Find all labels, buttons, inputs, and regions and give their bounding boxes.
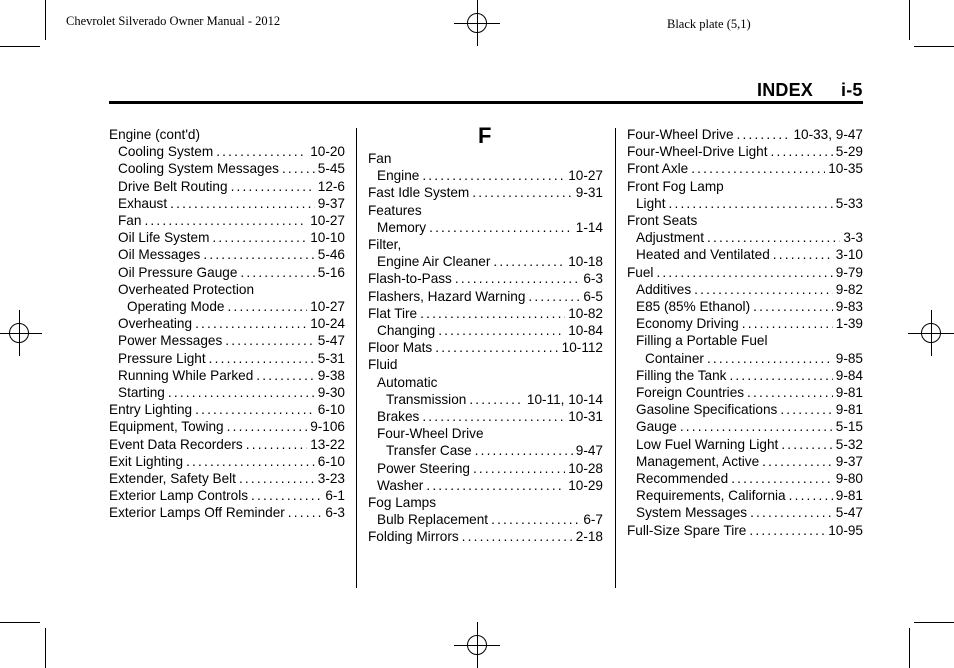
entry-pages: 9-81 <box>835 402 863 418</box>
leader-dots <box>707 350 833 367</box>
index-entry <box>368 339 603 356</box>
index-entry <box>627 470 863 487</box>
entry-label: Adjustment <box>636 230 705 246</box>
leader-dots <box>656 264 832 281</box>
entry-pages: 9-80 <box>835 471 863 487</box>
entry-label: Front Axle <box>627 161 689 177</box>
entry-label: Fan <box>118 213 142 229</box>
index-entry <box>368 425 603 442</box>
entry-label: Front Seats <box>627 213 698 229</box>
entry-label: Low Fuel Warning Light <box>636 436 779 452</box>
leader-dots <box>747 384 833 401</box>
entry-pages: 10-11, 10-14 <box>526 391 603 407</box>
column-divider <box>356 128 357 588</box>
leader-dots <box>694 281 833 298</box>
index-column-1 <box>109 126 345 522</box>
crop-mark <box>0 46 40 47</box>
entry-pages: 5-32 <box>835 436 863 452</box>
entry-pages: 10-27 <box>568 168 603 184</box>
index-entry <box>627 195 863 212</box>
index-entry <box>368 219 603 236</box>
entry-label: Exhaust <box>118 195 168 211</box>
registration-mark-right <box>916 318 946 348</box>
entry-label: Filling a Portable Fuel <box>636 333 768 349</box>
entry-pages: 10-20 <box>310 144 345 160</box>
leader-dots <box>528 288 580 305</box>
entry-label: System Messages <box>636 505 748 521</box>
entry-pages: 6-3 <box>583 271 603 287</box>
index-entry <box>368 391 603 408</box>
registration-mark-bottom <box>462 630 492 660</box>
index-entry <box>627 212 863 229</box>
leader-dots <box>186 453 315 470</box>
index-entry <box>109 401 345 418</box>
letter-heading: F <box>478 123 492 148</box>
leader-dots <box>753 298 833 315</box>
entry-label: Gasoline Specifications <box>636 402 778 418</box>
index-entry <box>109 195 345 212</box>
leader-dots <box>729 367 832 384</box>
index-entry <box>368 236 603 253</box>
index-entry <box>627 487 863 504</box>
entry-label: Economy Driving <box>636 316 739 332</box>
entry-label: Drive Belt Routing <box>118 178 228 194</box>
index-entry <box>368 322 603 339</box>
entry-label: Running While Parked <box>118 367 254 383</box>
leader-dots <box>469 391 524 408</box>
index-entry <box>109 367 345 384</box>
index-entry <box>109 246 345 263</box>
index-entry <box>368 202 603 219</box>
leader-dots <box>227 418 308 435</box>
leader-dots <box>749 522 825 539</box>
index-entry <box>627 332 863 349</box>
entry-pages: 9-30 <box>317 385 345 401</box>
entry-label: Brakes <box>377 409 420 425</box>
index-entry <box>109 160 345 177</box>
index-entry <box>368 460 603 477</box>
leader-dots <box>737 126 791 143</box>
crop-mark <box>45 628 46 668</box>
entry-label: Four-Wheel-Drive Light <box>627 144 768 160</box>
entry-pages: 9-81 <box>835 488 863 504</box>
entry-pages: 5-47 <box>317 333 345 349</box>
index-entry <box>627 522 863 539</box>
leader-dots <box>168 384 315 401</box>
index-entry <box>368 288 603 305</box>
entry-label: Fog Lamps <box>368 495 437 511</box>
entry-pages: 3-10 <box>835 247 863 263</box>
entry-pages: 10-29 <box>568 477 603 493</box>
index-entry <box>109 332 345 349</box>
entry-label: Foreign Countries <box>636 385 745 401</box>
entry-pages: 5-45 <box>317 161 345 177</box>
entry-label: Exterior Lamps Off Reminder <box>109 505 285 521</box>
entry-label: Transfer Case <box>386 443 472 459</box>
entry-pages: 5-31 <box>317 350 345 366</box>
leader-dots <box>789 487 833 504</box>
entry-label: Front Fog Lamp <box>627 178 724 194</box>
index-entry <box>627 367 863 384</box>
entry-pages: 10-27 <box>310 213 345 229</box>
entry-label: Additives <box>636 281 692 297</box>
registration-mark-left <box>4 318 34 348</box>
entry-label: Gauge <box>636 419 677 435</box>
entry-pages: 10-27 <box>310 299 345 315</box>
entry-label: Container <box>645 350 704 366</box>
leader-dots <box>212 229 307 246</box>
index-entry <box>627 298 863 315</box>
entry-label: Cooling System <box>118 144 214 160</box>
index-entry <box>109 487 345 504</box>
entry-label: Flash-to-Pass <box>368 271 452 287</box>
entry-label: Washer <box>377 477 424 493</box>
entry-label: Engine Air Cleaner <box>377 254 491 270</box>
leader-dots <box>707 229 840 246</box>
entry-pages: 1-39 <box>835 316 863 332</box>
entry-label: Fuel <box>627 264 654 280</box>
index-entry <box>368 167 603 184</box>
index-entry <box>368 150 603 167</box>
entry-label: Equipment, Towing <box>109 419 224 435</box>
entry-pages: 9-37 <box>835 453 863 469</box>
leader-dots <box>195 315 307 332</box>
entry-pages: 9-31 <box>575 185 603 201</box>
entry-label: Bulb Replacement <box>377 512 489 528</box>
entry-label: Folding Mirrors <box>368 529 459 545</box>
index-entry <box>109 229 345 246</box>
index-entry <box>109 436 345 453</box>
entry-pages: 3-3 <box>843 230 863 246</box>
index-entry <box>627 126 863 143</box>
index-entry <box>109 504 345 521</box>
entry-pages: 6-10 <box>317 453 345 469</box>
leader-dots <box>742 315 833 332</box>
leader-dots <box>422 408 565 425</box>
entry-pages: 5-16 <box>317 264 345 280</box>
entry-pages: 9-83 <box>835 299 863 315</box>
leader-dots <box>680 418 833 435</box>
leader-dots <box>288 504 323 521</box>
entry-label: Entry Lighting <box>109 402 193 418</box>
entry-pages: 6-7 <box>583 512 603 528</box>
index-entry <box>368 442 603 459</box>
entry-pages: 10-28 <box>568 460 603 476</box>
crop-mark <box>0 622 40 623</box>
index-entry <box>627 418 863 435</box>
index-entry <box>627 229 863 246</box>
index-entry <box>368 494 603 511</box>
entry-label: Overheated Protection <box>118 281 255 297</box>
entry-label: Four-Wheel Drive <box>627 127 734 142</box>
entry-pages: 5-46 <box>317 247 345 263</box>
entry-pages: 10-18 <box>568 254 603 270</box>
leader-dots <box>239 470 315 487</box>
registration-mark-top <box>462 8 492 38</box>
index-entry <box>627 160 863 177</box>
index-entry <box>627 384 863 401</box>
leader-dots <box>231 178 315 195</box>
leader-dots <box>773 246 833 263</box>
entry-pages: 9-81 <box>835 385 863 401</box>
leader-dots <box>435 339 558 356</box>
leader-dots <box>731 470 833 487</box>
entry-label: Operating Mode <box>127 299 225 315</box>
entry-pages: 10-84 <box>568 323 603 339</box>
section-title: INDEX <box>757 80 814 100</box>
crop-mark <box>45 0 46 40</box>
index-entry <box>627 315 863 332</box>
leader-dots <box>493 253 565 270</box>
leader-dots <box>246 436 307 453</box>
entry-label: Power Steering <box>377 460 470 476</box>
header-rule <box>109 101 863 104</box>
leader-dots <box>762 453 833 470</box>
index-entry <box>368 305 603 322</box>
entry-label: Cooling System Messages <box>118 161 279 177</box>
entry-label: Requirements, California <box>636 488 786 504</box>
leader-dots <box>438 322 565 339</box>
leader-dots <box>422 167 565 184</box>
crop-mark <box>914 622 954 623</box>
entry-label: Oil Life System <box>118 230 210 246</box>
index-entry <box>109 264 345 281</box>
index-entry <box>627 350 863 367</box>
entry-pages: 9-106 <box>310 419 345 435</box>
index-entry <box>368 374 603 391</box>
plate-label: Black plate (5,1) <box>667 17 751 31</box>
index-entry <box>627 246 863 263</box>
leader-dots <box>240 264 314 281</box>
entry-pages: 13-22 <box>310 436 345 452</box>
leader-dots <box>251 487 322 504</box>
entry-pages: 9-47 <box>575 443 603 459</box>
index-entry <box>368 356 603 373</box>
leader-dots <box>771 143 833 160</box>
index-entry <box>627 401 863 418</box>
index-entry <box>109 212 345 229</box>
entry-pages: 1-14 <box>575 219 603 235</box>
entry-label: Full-Size Spare Tire <box>627 522 747 538</box>
index-entry <box>627 264 863 281</box>
entry-label: Engine (cont'd) <box>109 127 201 142</box>
index-column-2 <box>368 123 603 546</box>
entry-pages: 10-95 <box>828 522 863 538</box>
leader-dots <box>216 143 307 160</box>
leader-dots <box>475 442 573 459</box>
entry-label: Recommended <box>636 471 729 487</box>
index-entry <box>627 178 863 195</box>
leader-dots <box>691 160 825 177</box>
entry-label: Heated and Ventilated <box>636 247 770 263</box>
entry-label: Filling the Tank <box>636 367 727 383</box>
entry-pages: 10-33, 9-47 <box>793 127 863 142</box>
index-column-3 <box>627 126 863 539</box>
index-entry <box>109 453 345 470</box>
entry-pages: 9-84 <box>835 367 863 383</box>
entry-pages: 5-33 <box>835 195 863 211</box>
entry-label: Management, Active <box>636 453 760 469</box>
entry-label: Starting <box>118 385 165 401</box>
entry-label: Event Data Recorders <box>109 436 243 452</box>
index-entry <box>109 315 345 332</box>
entry-label: Filter, <box>368 237 402 253</box>
index-entry <box>109 126 345 143</box>
entry-label: Light <box>636 195 666 211</box>
entry-pages: 6-3 <box>325 505 345 521</box>
entry-pages: 10-24 <box>310 316 345 332</box>
entry-pages: 2-18 <box>575 529 603 545</box>
leader-dots <box>195 401 315 418</box>
entry-label: Extender, Safety Belt <box>109 471 236 487</box>
entry-label: Four-Wheel Drive <box>377 426 484 442</box>
leader-dots <box>227 298 307 315</box>
index-entry <box>368 477 603 494</box>
entry-pages: 10-82 <box>568 305 603 321</box>
entry-label: Memory <box>377 219 427 235</box>
entry-label: Exit Lighting <box>109 453 184 469</box>
entry-pages: 6-5 <box>583 288 603 304</box>
entry-label: Automatic <box>377 374 438 390</box>
leader-dots <box>426 477 565 494</box>
index-entry <box>368 184 603 201</box>
index-entry <box>627 504 863 521</box>
entry-label: E85 (85% Ethanol) <box>636 299 751 315</box>
leader-dots <box>420 305 565 322</box>
index-entry <box>368 528 603 545</box>
entry-pages: 12-6 <box>317 178 345 194</box>
index-entry <box>368 511 603 528</box>
entry-pages: 6-10 <box>317 402 345 418</box>
leader-dots <box>455 270 580 287</box>
index-entry <box>109 178 345 195</box>
entry-pages: 9-37 <box>317 195 345 211</box>
entry-pages: 9-82 <box>835 281 863 297</box>
entry-label: Fluid <box>368 357 398 373</box>
entry-label: Changing <box>377 323 436 339</box>
entry-label: Features <box>368 202 422 218</box>
index-entry <box>627 143 863 160</box>
leader-dots <box>781 436 832 453</box>
leader-dots <box>462 528 573 545</box>
entry-label: Flat Tire <box>368 305 418 321</box>
index-entry <box>109 298 345 315</box>
entry-label: Flashers, Hazard Warning <box>368 288 526 304</box>
leader-dots <box>225 332 315 349</box>
entry-pages: 9-38 <box>317 367 345 383</box>
leader-dots <box>472 184 573 201</box>
leader-dots <box>473 460 565 477</box>
entry-label: Fan <box>368 151 392 166</box>
entry-label: Transmission <box>386 391 467 407</box>
column-divider <box>615 128 616 588</box>
index-entry <box>109 281 345 298</box>
entry-pages: 5-15 <box>835 419 863 435</box>
page-heading <box>757 80 863 101</box>
entry-label: Pressure Light <box>118 350 206 366</box>
entry-pages: 10-31 <box>568 409 603 425</box>
entry-pages: 9-79 <box>835 264 863 280</box>
entry-pages: 6-1 <box>325 488 345 504</box>
entry-pages: 5-29 <box>835 144 863 160</box>
index-entry <box>627 281 863 298</box>
entry-pages: 10-35 <box>828 161 863 177</box>
manual-title: Chevrolet Silverado Owner Manual - 2012 <box>66 14 281 28</box>
index-entry <box>109 384 345 401</box>
leader-dots <box>668 195 832 212</box>
entry-label: Fast Idle System <box>368 185 470 201</box>
entry-pages: 3-23 <box>317 471 345 487</box>
leader-dots <box>209 350 315 367</box>
entry-pages: 5-47 <box>835 505 863 521</box>
entry-label: Floor Mats <box>368 340 433 356</box>
entry-pages: 10-10 <box>310 230 345 246</box>
page-number: i-5 <box>841 80 863 100</box>
leader-dots <box>170 195 315 212</box>
index-entry <box>109 470 345 487</box>
entry-label: Engine <box>377 168 420 184</box>
index-entry <box>368 270 603 287</box>
index-entry <box>109 143 345 160</box>
crop-mark <box>914 46 954 47</box>
leader-dots <box>282 160 315 177</box>
leader-dots <box>750 504 833 521</box>
leader-dots <box>429 219 573 236</box>
entry-label: Oil Messages <box>118 247 201 263</box>
leader-dots <box>144 212 307 229</box>
index-entry <box>627 453 863 470</box>
entry-label: Oil Pressure Gauge <box>118 264 238 280</box>
index-entry <box>368 253 603 270</box>
entry-label: Power Messages <box>118 333 223 349</box>
crop-mark <box>909 0 910 40</box>
entry-pages: 9-85 <box>835 350 863 366</box>
crop-mark <box>909 628 910 668</box>
index-entry <box>368 408 603 425</box>
leader-dots <box>203 246 314 263</box>
index-entry <box>627 436 863 453</box>
entry-label: Overheating <box>118 316 193 332</box>
leader-dots <box>780 401 832 418</box>
entry-label: Exterior Lamp Controls <box>109 488 249 504</box>
leader-dots <box>491 511 580 528</box>
leader-dots <box>256 367 315 384</box>
index-entry <box>109 418 345 435</box>
index-entry <box>109 350 345 367</box>
entry-pages: 10-112 <box>561 340 603 356</box>
